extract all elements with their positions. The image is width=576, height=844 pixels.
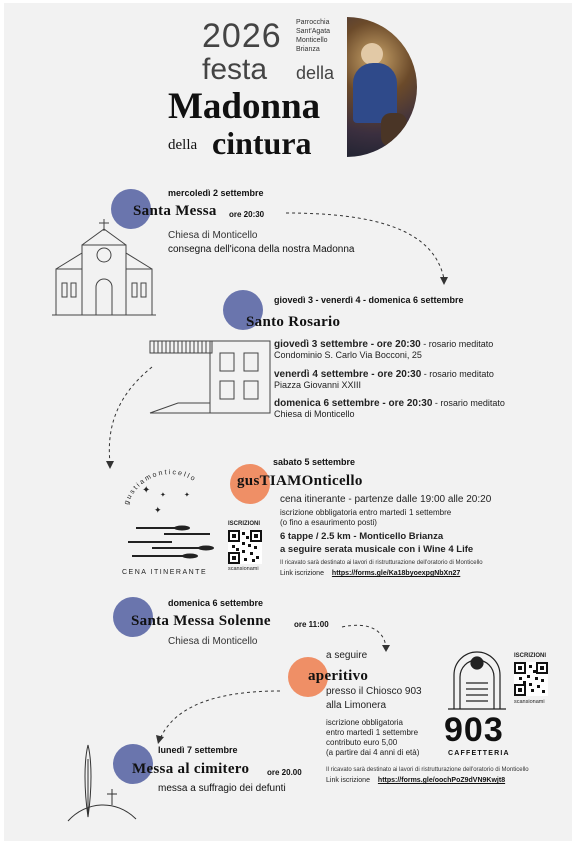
svg-text:✦: ✦ — [154, 505, 162, 515]
event5-link-row — [326, 777, 505, 784]
event3-line3: (o fino a esaurimento posti) — [280, 518, 377, 527]
dashed-arrow-2 — [100, 363, 160, 473]
madonna-painting-image — [347, 17, 417, 157]
svg-text:gustiamonticello — [123, 469, 197, 506]
cemetery-drawing — [66, 739, 138, 823]
event6-time: ore 20.00 — [267, 768, 302, 777]
dashed-arrow-1 — [284, 209, 454, 287]
event5-title: aperitivo — [308, 668, 369, 684]
logo-arc-text: gustiamonticello — [123, 469, 198, 506]
festa-word: festa — [202, 53, 268, 86]
della-word: della — [296, 63, 335, 83]
svg-text:✦: ✦ — [184, 492, 190, 499]
event4-title: Santa Messa Solenne — [131, 613, 271, 629]
cutlery-illustration — [114, 467, 226, 579]
event1-desc: consegna dell'icona della nostra Madonna — [168, 244, 355, 255]
event4-place: Chiesa di Monticello — [168, 636, 258, 647]
event3-link-row — [280, 570, 460, 577]
parish-name: Parrocchia Sant'Agata Monticello Brianza — [296, 19, 331, 53]
svg-text:✦: ✦ — [142, 485, 151, 496]
event5-line6: (a partire dai 4 anni di età) — [326, 748, 420, 757]
event3-line1: cena itinerante - partenze dalle 19:00 alle 20:20 — [280, 494, 492, 505]
event3-title: gusTIAMOnticello — [237, 473, 363, 489]
event5-line3: iscrizione obbligatoria — [326, 718, 403, 727]
event3-link[interactable]: https://forms.gle/Ka18byoexpgNbXn27 — [331, 570, 461, 577]
svg-text:✦: ✦ — [160, 492, 166, 499]
poster — [4, 3, 572, 841]
madonna-title: Madonna — [168, 86, 321, 127]
event2-row-3: domenica 6 settembre - ore 20:30 - rosario meditato Chiesa di Monticello — [274, 398, 505, 419]
event6-title: Messa al cimitero — [132, 761, 250, 777]
event3-qr-label: ISCRIZIONI — [228, 521, 261, 527]
logo-903-number: 903 — [444, 711, 504, 749]
event5-note: Il ricavato sarà destinato ai lavori di ristrutturazione dell'oratorio di Monticello — [326, 767, 529, 773]
gustiamonticello-logo — [114, 467, 226, 579]
houses-drawing — [148, 337, 272, 417]
event5-link-label: Link iscrizione — [326, 777, 370, 784]
event3-date: sabato 5 settembre — [273, 457, 356, 467]
dashed-arrow-3 — [340, 617, 396, 653]
event3-line5: a seguire serata musicale con i Wine 4 Life — [280, 544, 474, 555]
event1-place: Chiesa di Monticello — [168, 230, 258, 241]
event3-line4: 6 tappe / 2.5 km - Monticello Brianza — [280, 531, 444, 542]
della-word-2: della — [168, 137, 198, 153]
event5-qr-caption: scansionami — [514, 699, 545, 705]
event1-date: mercoledì 2 settembre — [168, 188, 264, 198]
cintura-title: cintura — [212, 125, 312, 161]
caffetteria-903-logo — [442, 649, 512, 761]
event2-row-2: venerdì 4 settembre - ore 20:30 - rosario meditato Piazza Giovanni XXIII — [274, 369, 494, 390]
event3-qr-caption: scansionami — [228, 566, 259, 572]
event5-pre: a seguire — [326, 650, 368, 661]
event5-line1: presso il Chiosco 903 — [326, 686, 422, 697]
event4-time: ore 11:00 — [294, 620, 329, 629]
dashed-arrow-4 — [144, 687, 284, 747]
event1-title: Santa Messa — [133, 203, 217, 219]
event6-desc: messa a suffragio dei defunti — [158, 783, 286, 794]
event5-link[interactable]: https://forms.gle/oochPoZ9dVN9Kwjt8 — [377, 777, 506, 784]
event2-row-1: giovedì 3 settembre - ore 20:30 - rosario meditato Condominio S. Carlo Via Bocconi, 25 — [274, 339, 494, 360]
event4-date: domenica 6 settembre — [168, 598, 264, 608]
year: 2026 — [202, 17, 282, 55]
event5-qr-label: ISCRIZIONI — [514, 653, 547, 659]
event2-title: Santo Rosario — [246, 314, 341, 330]
chiosco-emblem — [442, 649, 512, 711]
event3-qr-code[interactable] — [228, 530, 262, 564]
event5-line5: contributo euro 5,00 — [326, 738, 398, 747]
event1-time: ore 20:30 — [229, 210, 265, 219]
event3-link-label: Link iscrizione — [280, 570, 324, 577]
church-drawing — [52, 217, 156, 317]
logo-caffetteria-word: CAFFETTERIA — [448, 750, 510, 757]
event5-line2: alla Limonera — [326, 700, 387, 711]
event3-note: Il ricavato sarà destinato ai lavori di ristrutturazione dell'oratorio di Monticello — [280, 560, 483, 566]
event3-line2: iscrizione obbligatoria entro martedì 1 settembre — [280, 508, 452, 517]
event2-schedule — [274, 339, 564, 419]
event2-date: giovedì 3 - venerdì 4 - domenica 6 settembre — [274, 295, 464, 305]
event5-line4: entro martedì 1 settembre — [326, 728, 419, 737]
event6-date: lunedì 7 settembre — [158, 745, 238, 755]
event5-qr-code[interactable] — [514, 662, 548, 696]
logo-subtitle: CENA ITINERANTE — [122, 569, 208, 576]
